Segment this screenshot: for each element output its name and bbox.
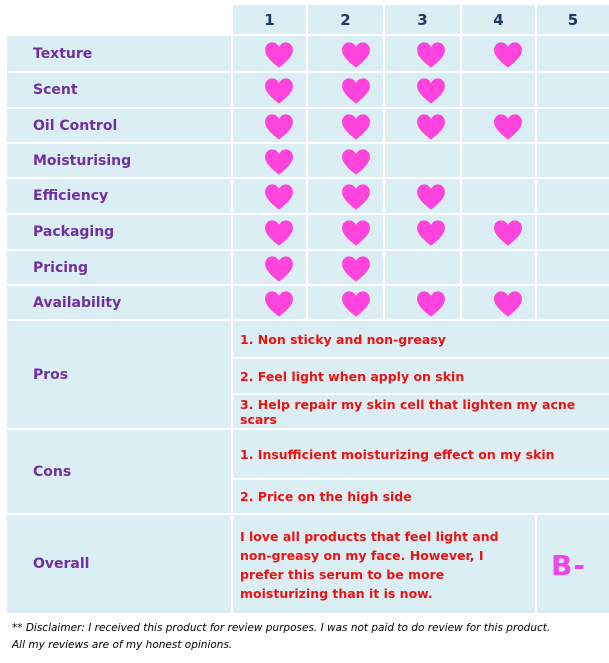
rating-cell — [462, 144, 535, 177]
disclaimer-line-1: ** Disclaimer: I received this product for review purposes. I was not paid to do review for this product. — [12, 622, 551, 634]
overall-text: I love all products that feel light and non-greasy on my face. However, I prefer this serum to be more moisturizing than it is now. — [240, 529, 499, 601]
rating-cell — [462, 73, 535, 107]
heart-icon — [341, 113, 371, 141]
heart-icon — [341, 77, 371, 105]
pros-item-2 — [233, 359, 609, 393]
pros-item-1-text: 1. Non sticky and non-greasy — [240, 331, 446, 347]
heart-icon — [264, 148, 294, 176]
heart-icon — [493, 41, 523, 69]
heart-icon — [264, 290, 294, 318]
column-header-3: 3 — [417, 11, 428, 29]
rating-cell — [385, 251, 460, 284]
column-header-5: 5 — [567, 11, 579, 29]
heart-icon — [416, 290, 446, 318]
overall-label: Overall — [33, 556, 90, 572]
cons-label-cell — [7, 430, 231, 513]
column-header-4: 4 — [493, 11, 504, 29]
header-cell-4 — [462, 5, 535, 34]
heart-icon — [493, 113, 523, 141]
heart-icon — [416, 183, 446, 211]
heart-icon — [416, 219, 446, 247]
rating-cell — [537, 251, 609, 284]
rating-cell — [537, 73, 609, 107]
pros-item-3 — [233, 395, 609, 428]
rating-label-cell — [7, 109, 231, 142]
rating-label-cell — [7, 251, 231, 284]
heart-icon — [264, 255, 294, 283]
heart-icon — [341, 148, 371, 176]
rating-label-cell — [7, 286, 231, 319]
rating-label-cell — [7, 215, 231, 249]
heart-icon — [493, 290, 523, 318]
rating-cell — [385, 144, 460, 177]
heart-icon — [416, 77, 446, 105]
heart-icon — [416, 113, 446, 141]
pros-item-1 — [233, 321, 609, 357]
rating-cell — [462, 251, 535, 284]
overall-label-cell — [7, 515, 231, 613]
pros-item-2-text: 2. Feel light when apply on skin — [240, 368, 465, 384]
disclaimer — [12, 620, 602, 654]
header-cell-3 — [385, 5, 460, 34]
heart-icon — [264, 41, 294, 69]
heart-icon — [264, 219, 294, 247]
heart-icon — [341, 41, 371, 69]
rating-label: Moisturising — [33, 152, 132, 169]
rating-label: Scent — [33, 82, 78, 98]
rating-label-cell — [7, 36, 231, 71]
pros-item-3-text: 3. Help repair my skin cell that lighten my acne scars — [240, 396, 576, 427]
overall-grade: B- — [551, 549, 586, 582]
rating-label: Texture — [33, 45, 93, 62]
column-header-2: 2 — [340, 11, 351, 29]
rating-cell — [537, 179, 609, 213]
rating-label: Oil Control — [33, 117, 118, 134]
disclaimer-line-2: All my reviews are of my honest opinions. — [12, 639, 233, 651]
cons-item-1-text: 1. Insufficient moisturizing effect on my skin — [240, 446, 555, 462]
heart-icon — [341, 255, 371, 283]
rating-cell — [537, 144, 609, 177]
rating-cell — [537, 215, 609, 249]
column-header-1: 1 — [264, 11, 275, 29]
rating-cell — [537, 109, 609, 142]
cons-item-1 — [233, 430, 609, 478]
rating-cell — [537, 286, 609, 319]
heart-icon — [341, 290, 371, 318]
rating-label-cell — [7, 73, 231, 107]
heart-icon — [264, 77, 294, 105]
cons-item-2 — [233, 480, 609, 513]
overall-grade-cell — [537, 515, 609, 613]
rating-cell — [462, 179, 535, 213]
heart-icon — [341, 183, 371, 211]
rating-label: Efficiency — [33, 188, 109, 204]
rating-label-cell — [7, 179, 231, 213]
heart-icon — [416, 41, 446, 69]
heart-icon — [493, 219, 523, 247]
cons-item-2-text: 2. Price on the high side — [240, 489, 412, 504]
rating-label-cell — [7, 144, 231, 177]
header-cell-1 — [233, 5, 306, 34]
rating-label: Availability — [33, 294, 122, 311]
heart-icon — [264, 113, 294, 141]
rating-label: Packaging — [33, 224, 115, 240]
overall-text-cell — [233, 515, 535, 613]
pros-label: Pros — [33, 366, 69, 383]
heart-icon — [264, 183, 294, 211]
header-cell-2 — [308, 5, 383, 34]
pros-label-cell — [7, 321, 231, 428]
rating-label: Pricing — [33, 259, 89, 276]
cons-label: Cons — [33, 463, 72, 480]
heart-icon — [341, 219, 371, 247]
rating-cell — [537, 36, 609, 71]
header-cell-5 — [537, 5, 609, 34]
